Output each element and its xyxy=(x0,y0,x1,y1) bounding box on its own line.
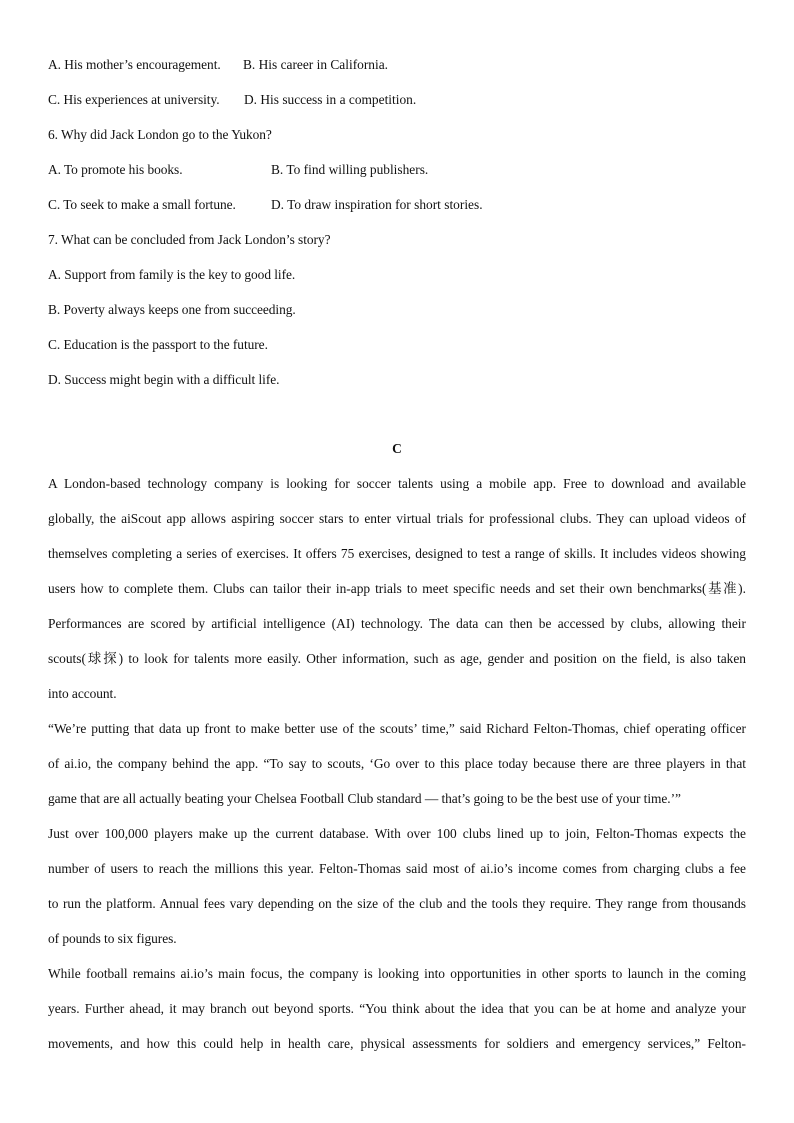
q5-option-c: C. His experiences at university. xyxy=(48,92,220,107)
q5-option-b: B. His career in California. xyxy=(243,57,389,72)
q6-option-b: B. To find willing publishers. xyxy=(271,162,429,177)
q6-option-c: C. To seek to make a small fortune. xyxy=(48,197,236,212)
passage-line: While football remains ai.io’s main focus, the company is looking into opportunities in other sports to launch in the coming xyxy=(48,966,746,981)
passage-line: movements, and how this could help in health care, physical assessments for soldiers and emergency services,” Felton- xyxy=(48,1036,746,1051)
q7-option-b: B. Poverty always keeps one from succeeding. xyxy=(48,302,296,317)
q7-option-d: D. Success might begin with a difficult life. xyxy=(48,372,280,387)
passage-line: number of users to reach the millions this year. Felton-Thomas said most of ai.io’s income comes from charging clubs a fee xyxy=(48,861,746,876)
q6-option-a: A. To promote his books. xyxy=(48,162,183,177)
q5-option-a: A. His mother’s encouragement. xyxy=(48,57,221,72)
q7-stem: 7. What can be concluded from Jack London’s story? xyxy=(48,232,331,247)
passage-line: A London-based technology company is looking for soccer talents using a mobile app. Free to download and available xyxy=(48,476,746,491)
passage-line: “We’re putting that data up front to make better use of the scouts’ time,” said Richard Felton-Thomas, chief operating officer xyxy=(48,721,746,736)
passage-line: globally, the aiScout app allows aspiring soccer stars to enter virtual trials for professional clubs. They can upload videos of xyxy=(48,511,746,526)
passage-line: Just over 100,000 players make up the current database. With over 100 clubs lined up to join, Felton-Thomas expects the xyxy=(48,826,746,841)
q5-option-d: D. His success in a competition. xyxy=(244,92,417,107)
q7-option-a: A. Support from family is the key to good life. xyxy=(48,267,296,282)
q6-stem: 6. Why did Jack London go to the Yukon? xyxy=(48,127,272,142)
passage-line: scouts(球探) to look for talents more easily. Other information, such as age, gender and position on the field, is also taken xyxy=(48,651,746,666)
passage-line: to run the platform. Annual fees vary depending on the size of the club and the tools they require. They range from thousands xyxy=(48,896,746,911)
q7-option-c: C. Education is the passport to the future. xyxy=(48,337,268,352)
passage-line: of ai.io, the company behind the app. “To say to scouts, ‘Go over to this place today because there are three players in that xyxy=(48,756,746,771)
passage-line: users how to complete them. Clubs can tailor their in-app trials to meet specific needs and set their own benchmarks(基准). xyxy=(48,581,746,596)
section-title-c: C xyxy=(392,441,402,456)
q6-option-d: D. To draw inspiration for short stories. xyxy=(271,197,483,212)
passage-line: years. Further ahead, it may branch out beyond sports. “You think about the idea that you can be at home and analyze your xyxy=(48,1001,746,1016)
passage-line: themselves completing a series of exercises. It offers 75 exercises, designed to test a range of skills. It includes videos showing xyxy=(48,546,746,561)
passage-line: of pounds to six figures. xyxy=(48,931,177,946)
passage-line: Performances are scored by artificial intelligence (AI) technology. The data can then be accessed by clubs, allowing their xyxy=(48,616,746,631)
passage-line: into account. xyxy=(48,686,117,701)
passage-line: game that are all actually beating your Chelsea Football Club standard — that’s going to be the best use of your time.’” xyxy=(48,791,681,806)
